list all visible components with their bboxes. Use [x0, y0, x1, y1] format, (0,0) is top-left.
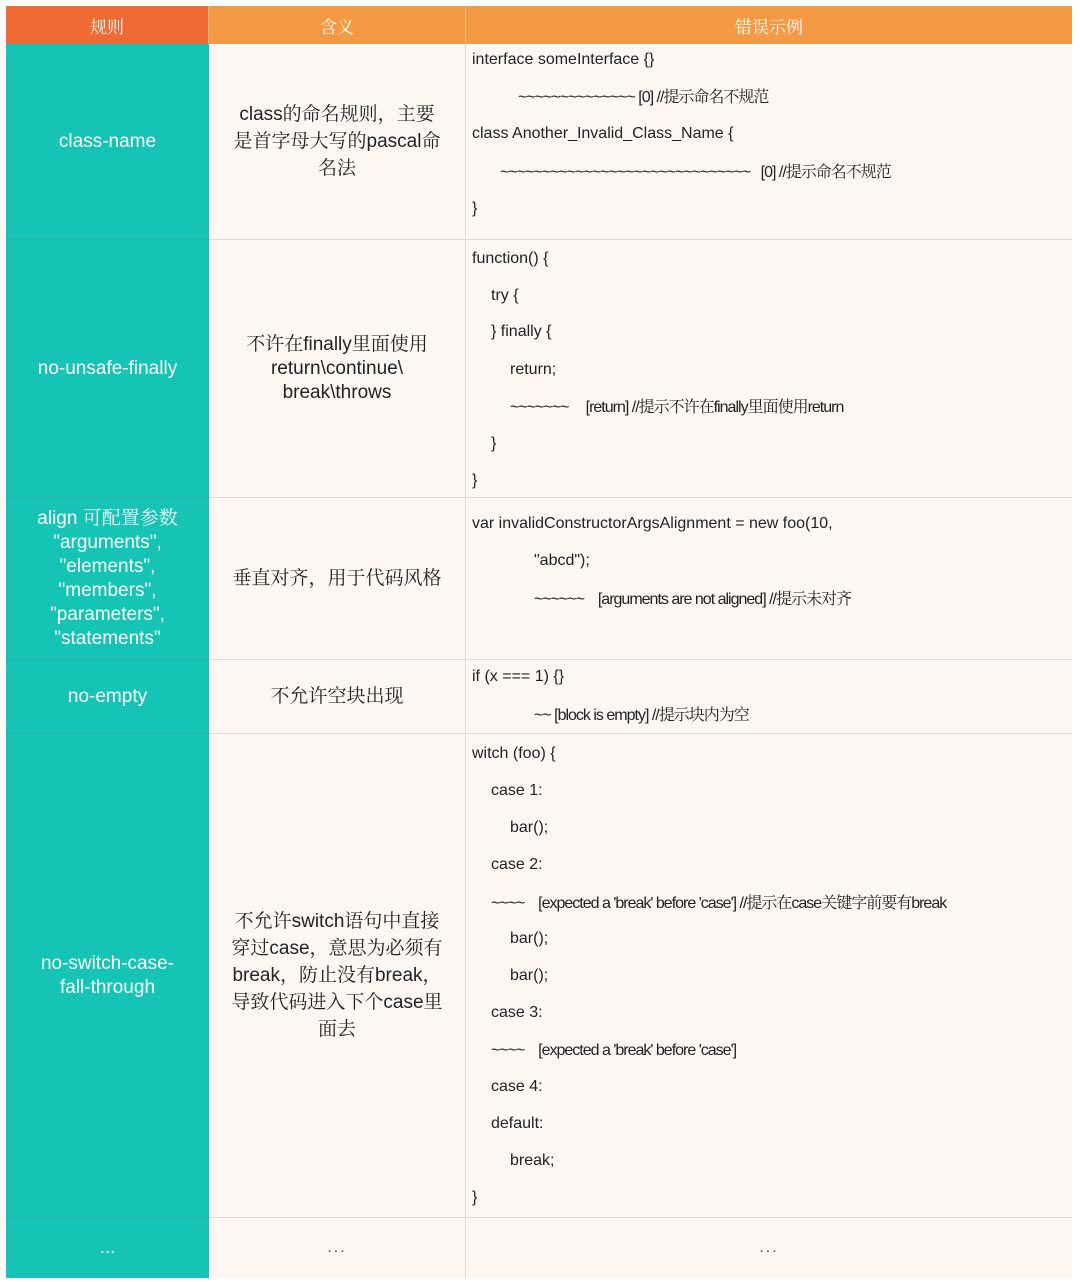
meaning-cell: class的命名规则，主要 是首字母大写的pascal命 名法 — [209, 44, 466, 240]
code-line: class Another_Invalid_Class_Name { — [472, 125, 734, 142]
code-line: ~~~~ [expected a 'break' before 'case'] — [491, 1042, 737, 1059]
meaning-cell: 不许在finally里面使用 return\continue\ break\throws — [209, 240, 466, 498]
code-line: var invalidConstructorArgsAlignment = new foo(10, — [472, 515, 833, 532]
header-meaning: 含义 — [209, 6, 466, 44]
example-cell — [466, 44, 1072, 240]
rules-table — [6, 6, 1072, 1278]
example-cell — [466, 240, 1072, 498]
rule-cell: no-unsafe-finally — [6, 240, 209, 498]
code-line: case 4: — [491, 1078, 543, 1095]
meaning-cell: 垂直对齐，用于代码风格 — [209, 498, 466, 660]
example-cell — [466, 660, 1072, 734]
code-line: break; — [510, 1152, 555, 1169]
code-line: ~~~~~~ [arguments are not aligned] //提示未对齐 — [534, 591, 851, 608]
code-line: function() { — [472, 250, 549, 267]
code-line: ~~~~~~~~~~~~~~ [0] //提示命名不规范 — [518, 89, 769, 106]
code-line: case 2: — [491, 856, 543, 873]
meaning-cell: 不允许switch语句中直接 穿过case，意思为必须有 break，防止没有break， 导致代码进入下个case里 面去 — [209, 734, 466, 1218]
code-line: bar(); — [510, 967, 549, 984]
code-line: return; — [510, 361, 557, 378]
code-line: if (x === 1) {} — [472, 668, 565, 685]
code-line: } — [491, 435, 497, 452]
meaning-cell: 不允许空块出现 — [209, 660, 466, 734]
code-line: } finally { — [491, 323, 552, 340]
rule-cell: no-switch-case- fall-through — [6, 734, 209, 1218]
code-line: ~~ [block is empty] //提示块内为空 — [534, 707, 749, 724]
code-line: ~~~~~~~~~~~~~~~~~~~~~~~~~~~~~~ [0] //提示命名不规范 — [500, 164, 891, 181]
code-line: } — [472, 472, 478, 489]
code-line: } — [472, 1189, 478, 1206]
code-line: default: — [491, 1115, 544, 1132]
code-line: try { — [491, 287, 519, 304]
code-line: witch (foo) { — [472, 745, 556, 762]
example-cell — [466, 734, 1072, 1218]
rule-cell: ... — [6, 1218, 209, 1278]
code-line: interface someInterface {} — [472, 51, 655, 68]
code-line: bar(); — [510, 930, 549, 947]
code-line: ~~~~ [expected a 'break' before 'case'] //提示在case关键字前要有break — [491, 895, 947, 912]
example-cell — [466, 498, 1072, 660]
code-line: "abcd"); — [534, 552, 590, 569]
header-rule: 规则 — [6, 6, 209, 44]
example-cell: ... — [759, 1239, 779, 1256]
rule-cell: align 可配置参数 "arguments", "elements", "members", "parameters", "statements" — [6, 498, 209, 660]
code-line: ~~~~~~~ [return] //提示不许在finally里面使用return — [510, 399, 844, 416]
code-line: case 3: — [491, 1004, 543, 1021]
rule-cell: class-name — [6, 44, 209, 240]
code-line: case 1: — [491, 782, 543, 799]
code-line: bar(); — [510, 819, 549, 836]
code-line: } — [472, 200, 478, 217]
rule-cell: no-empty — [6, 660, 209, 734]
header-example: 错误示例 — [466, 6, 1072, 44]
meaning-cell: ... — [209, 1218, 466, 1278]
